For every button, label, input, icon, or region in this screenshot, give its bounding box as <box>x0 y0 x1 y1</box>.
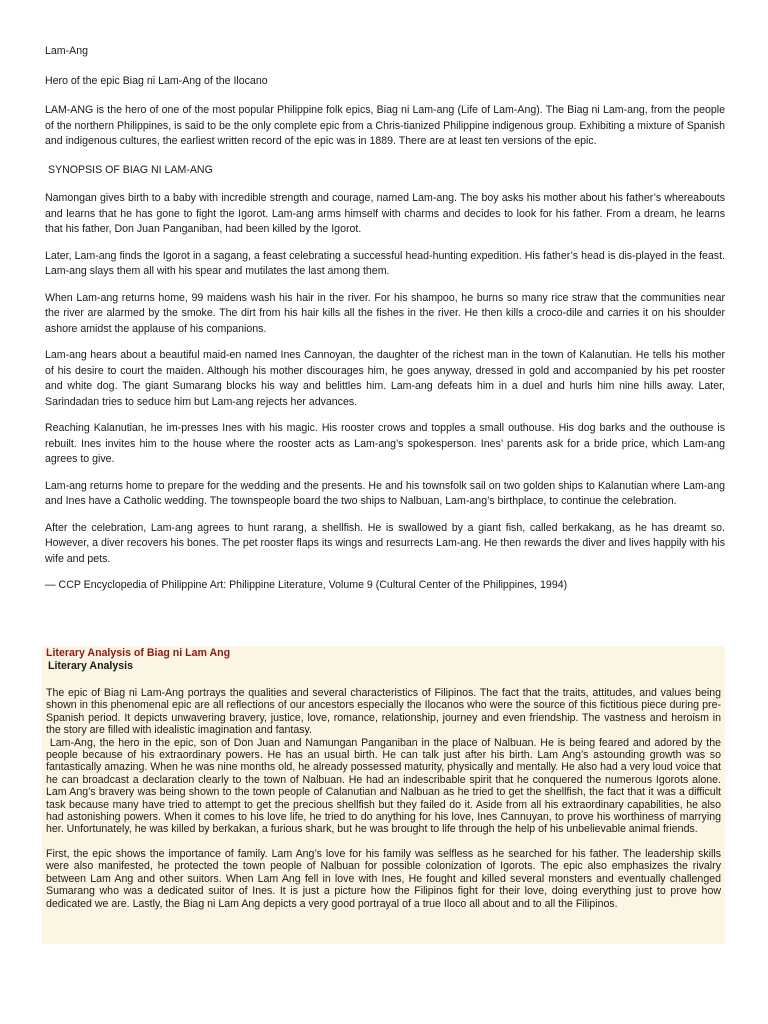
analysis-paragraph-text: Lam-Ang, the hero in the epic, son of Don Juan and Namungan Panganiban in the place of Nalbuan. He is being feared and adored by the people because of his extraordinary powers. He has an usual birth. He can talk just after his birth. Lam Ang’s astounding growth was so fantastically amazing. When he was nine months old, he already possessed maturity, physically and mentally. He also had a very loud voice that he can broadcast a declaration clearly to the town of Nalbuan. He had an indescribable spirit that he conquered the numerous Igorots alone. Lam Ang’s bravery was being shown to the town people of Calanutian and Nalbuan as he tried to get the shellfish, the fact that it was a difficult task because many have tried to attempt to get the precious shellfish but they failed do it. Aside from all his extraordinary capabilities, he also had astonishing powers. When it comes to his love life, he tried to do anything for his love, Ines Cannuyan, to prove his worthiness of marrying her. Unfortunately, he was killed by berkakan, a furious shark, but he was brought to life through the help of his unbelievable animal friends. <box>46 736 721 836</box>
synopsis-paragraph: Lam-ang returns home to prepare for the wedding and the presents. He and his townsfolk sail on two golden ships to Kalanutian where Lam-ang and Ines have a Catholic wedding. The townspeople board the two ships to Nalbuan, Lam-ang’s birthplace, to continue the celebration. <box>45 479 725 507</box>
synopsis-paragraph: Namongan gives birth to a baby with incredible strength and courage, named Lam-ang. The boy asks his mother about his father’s whereabouts and learns that he has gone to fight the Igorot. Lam-ang arms himself with charms and decides to look for his father. From a dream, he learns that his father, Don Juan Panganiban, had been killed by the Igorot. <box>45 192 725 235</box>
citation: — CCP Encyclopedia of Philippine Art: Philippine Literature, Volume 9 (Cultural Center of the Philippines, 1994) <box>45 579 568 591</box>
analysis-paragraph: First, the epic shows the importance of family. Lam Ang’s love for his family was selfless as he searched for his father. The leadership skills were also manifested, he protected the town people of Nalbuan for possible colonization of Igorots. The epic also emphasizes the rivalry between Lam Ang and other suitors. When Lam Ang fell in love with Ines, He fought and killed several monsters and eventually challenged Sumarang who was a dedicated suitor of Ines. It is just a picture how the Filipinos fight for their love, doing everything just to prove how dedicated we are. Lastly, the Biag ni Lam Ang depicts a very good portrayal of a true Iloco all about and to all the Filipinos. <box>46 847 721 910</box>
synopsis-paragraph: Reaching Kalanutian, he im-presses Ines with his magic. His rooster crows and topples a small outhouse. His dog barks and the outhouse is rebuilt. Ines invites him to the house where the rooster acts as Lam-ang’s spokesperson. Ines’ parents ask for a bride price, which Lam-ang agrees to give. <box>45 422 725 465</box>
analysis-title: Literary Analysis of Biag ni Lam Ang <box>46 647 231 659</box>
literary-analysis-section <box>42 646 725 944</box>
synopsis-paragraph: When Lam-ang returns home, 99 maidens wash his hair in the river. For his shampoo, he burns so many rice straw that the communities near the river are alarmed by the smoke. The dirt from his hair kills all the fishes in the river. He then kills a croco-dile and carries it on his shoulder ashore amidst the applause of his companions. <box>45 291 725 335</box>
analysis-paragraph <box>46 737 721 836</box>
document-subtitle: Hero of the epic Biag ni Lam-Ang of the Ilocano <box>45 74 268 87</box>
synopsis-paragraph: Later, Lam-ang finds the Igorot in a sagang, a feast celebrating a successful head-hunting expedition. His father’s head is dis-played in the feast. Lam-ang slays them all with his spear and mutilates the last among them. <box>45 249 725 277</box>
analysis-paragraph: The epic of Biag ni Lam-Ang portrays the qualities and several characteristics of Filipinos. The fact that the traits, attitudes, and values being shown in this phenomenal epic are all reflections of our ancestors especially the Ilocanos who were the source of this fictitious piece during pre-Spanish period. It depicts unwavering bravery, justice, love, romance, relationship, journey and even friendship. The vastness and heroism in the story are filled with idealistic imagination and fantasy. <box>46 687 721 737</box>
document-title: Lam-Ang <box>45 45 88 57</box>
synopsis-heading: SYNOPSIS OF BIAG NI LAM-ANG <box>48 163 213 176</box>
intro-paragraph: LAM-ANG is the hero of one of the most popular Philippine folk epics, Biag ni Lam-ang (Life of Lam-Ang). The Biag ni Lam-ang, from the people of the northern Philippines, is said to be the only complete epic from a Chris-tianized Philippine indigenous group. Exhibiting a mixture of Spanish and indigenous cultures, the earliest written record of the epic was in 1889. There are at least ten versions of the epic. <box>45 104 725 147</box>
synopsis-paragraph: Lam-ang hears about a beautiful maid-en named Ines Cannoyan, the daughter of the richest man in the town of Kalanutian. He tells his mother of his desire to court the maiden. Although his mother discourages him, he goes anyway, dressed in gold and accompanied by his pet rooster and white dog. The giant Sumarang blocks his way and belittles him. Lam-ang defeats him in a duel and hurls him nine hills away. Later, Sarindadan tries to seduce him but Lam-ang rejects her advances. <box>45 349 725 408</box>
synopsis-paragraph: After the celebration, Lam-ang agrees to hunt rarang, a shellfish. He is swallowed by a giant fish, called berkakang, as he has dreamt so. However, a diver recovers his bones. The pet rooster flaps its wings and resurrects Lam-ang. He then rewards the diver and lives happily with his wife and pets. <box>45 521 725 565</box>
article-body <box>45 44 725 594</box>
analysis-subtitle: Literary Analysis <box>48 660 133 672</box>
